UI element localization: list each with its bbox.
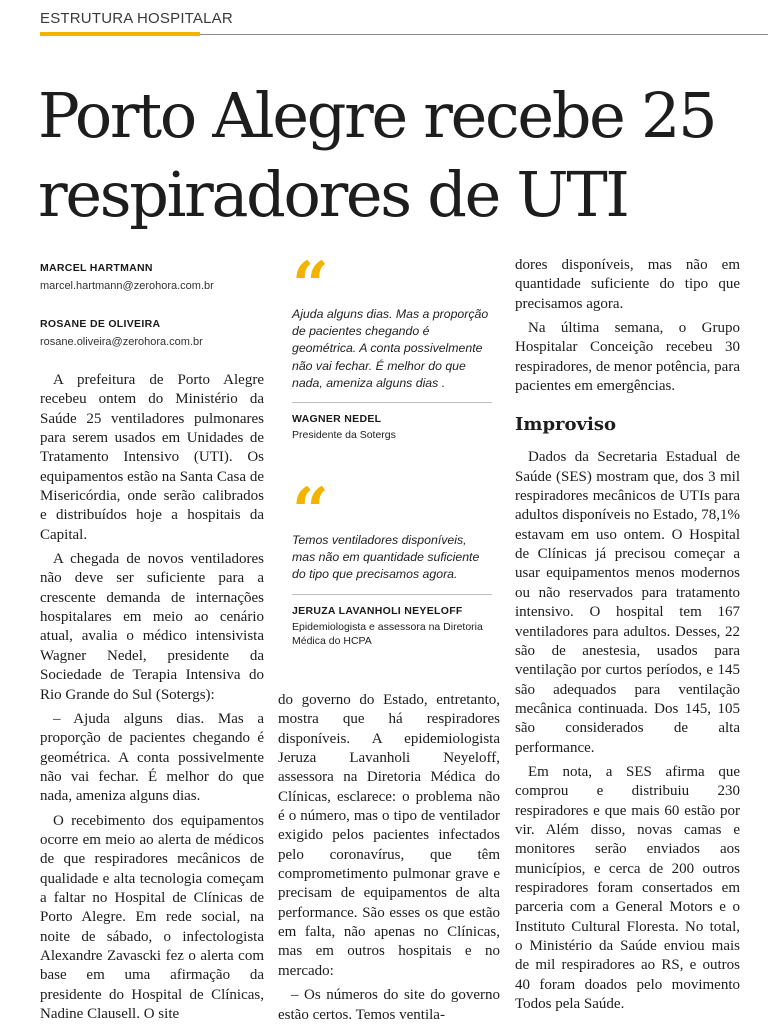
quote-author-role: Presidente da Sotergs [292,429,396,442]
paragraph: Em nota, a SES afirma que comprou e distribuiu 230 respiradores e que mais 60 estão por vir. Além disso, novas camas e monitores serão enviados aos municípios, e cerca de 200 outros respiradores foram consertados em parceria com a General Motors e o Instituto Cultural Floresta. No total, o Ministério da Saúde enviou mais de mil respiradores ao RS, e outros 40 foram doados pelo movimento Todos pela Saúde. [515,763,740,1013]
quote-divider [292,594,492,595]
paragraph: dores disponíveis, mas não em quantidade suficiente do tipo que precisamos agora. [515,257,740,312]
section-divider [200,34,768,35]
quote-mark-icon: “ [292,474,323,549]
byline-author-2 [40,318,203,348]
paragraph: – Os números do site do governo estão certos. Temos ventila- [278,987,500,1023]
paragraph: Dados da Secretaria Estadual de Saúde (SES) mostram que, dos 3 mil respiradores mecânicos de UTIs para adultos disponíveis no Estado, 78,1% estavam em uso ontem. O Hospital de Clínicas já precisou começar a usar equipamentos menos modernos ou não reservados para tratamento intensivo. O hospital tem 167 ventiladores para adultos. Desses, 22 são de anestesia, usados para ventilação por curtos períodos, e 145 são adequados para ventilação mecânica continuada. Dos 145, 105 são considerados de alta performance. [515,449,740,756]
author-name: MARCEL HARTMANN [40,262,153,274]
quote-mark-icon: “ [292,248,323,323]
paragraph: A prefeitura de Porto Alegre recebeu ontem do Ministério da Saúde 25 ventiladores pulmonares para serem usados em Unidades de Tratamento Intensivo (UTI). Os equipamentos estão na Santa Casa de Misericórdia, onde serão calibrados e distribuídos hoje a hospitais da Capital. [40,372,264,543]
paragraph: O recebimento dos equipamentos ocorre em meio ao alerta de médicos de que respiradores mecânicos de qualidade e alta tecnologia começam a faltar no Hospital de Clínicas de Porto Alegre. Em rede social, na noite de sábado, o infectologista Alexandre Zavascki fez o alerta com base em uma afirmação da presidente do Hospital de Clínicas, Nadine Clausell. O site [40,812,264,1022]
headline-line-1: Porto Alegre recebe 25 [38,79,716,152]
quote-author-name: WAGNER NEDEL [292,413,382,426]
byline-author-1 [40,262,214,292]
headline-line-2: respiradores de UTI [38,158,628,231]
section-label: ESTRUTURA HOSPITALAR [40,10,233,27]
article-column-3 [515,256,740,1014]
paragraph: – Ajuda alguns dias. Mas a proporção de pacientes chegando é geométrica. A conta possivelmente não vai fechar. É melhor do que nada, ameniza alguns dias. [40,710,264,805]
author-name: ROSANE DE OLIVEIRA [40,318,161,330]
author-email: rosane.oliveira@zerohora.com.br [40,336,203,348]
pull-quote-1 [292,248,492,443]
headline [38,76,758,234]
pull-quote-2 [292,474,492,649]
quote-text: Temos ventiladores disponíveis, mas não em quantidade suficiente do tipo que precisamos agora. [292,533,480,582]
quote-divider [292,402,492,403]
quote-text: Ajuda alguns dias. Mas a proporção de pacientes chegando é geométrica. A conta possivelmente não vai fechar. É melhor do que nada, ameniza alguns dias . [292,307,489,390]
paragraph: A chegada de novos ventiladores não deve ser suficiente para a crescente demanda de internações hospitalares em meio ao cenário atual, avalia o médico intensivista Wagner Nedel, presidente da Sociedade de Terapia Intensiva do Rio Grande do Sul (Sotergs): [40,551,264,703]
quote-author-role: Epidemiologista e assessora na Diretoria Médica do HCPA [292,620,483,648]
section-accent-bar [40,32,200,36]
author-email: marcel.hartmann@zerohora.com.br [40,280,214,292]
article-column-1 [40,371,264,1024]
subheading: Improviso [515,414,616,436]
paragraph: Na última semana, o Grupo Hospitalar Conceição recebeu 30 respiradores, de menor potência, para pacientes em emergências. [515,320,740,395]
paragraph: do governo do Estado, entretanto, mostra que há respiradores disponíveis. A epidemiologista Jeruza Lavanholi Neyeloff, assessora na Diretoria Médica do Clínicas, esclarece: o problema não é o número, mas o tipo de ventilador exigido pelos pacientes infectados pelo coronavírus, que têm comprometimento pulmonar grave e precisam de equipamentos de alta performance. São esses os que estão em falta, não apenas no Clínicas, mas em outros hospitais e no mercado: [278,692,500,979]
quote-author-name: JERUZA LAVANHOLI NEYELOFF [292,604,463,617]
article-column-2 [278,691,500,1025]
